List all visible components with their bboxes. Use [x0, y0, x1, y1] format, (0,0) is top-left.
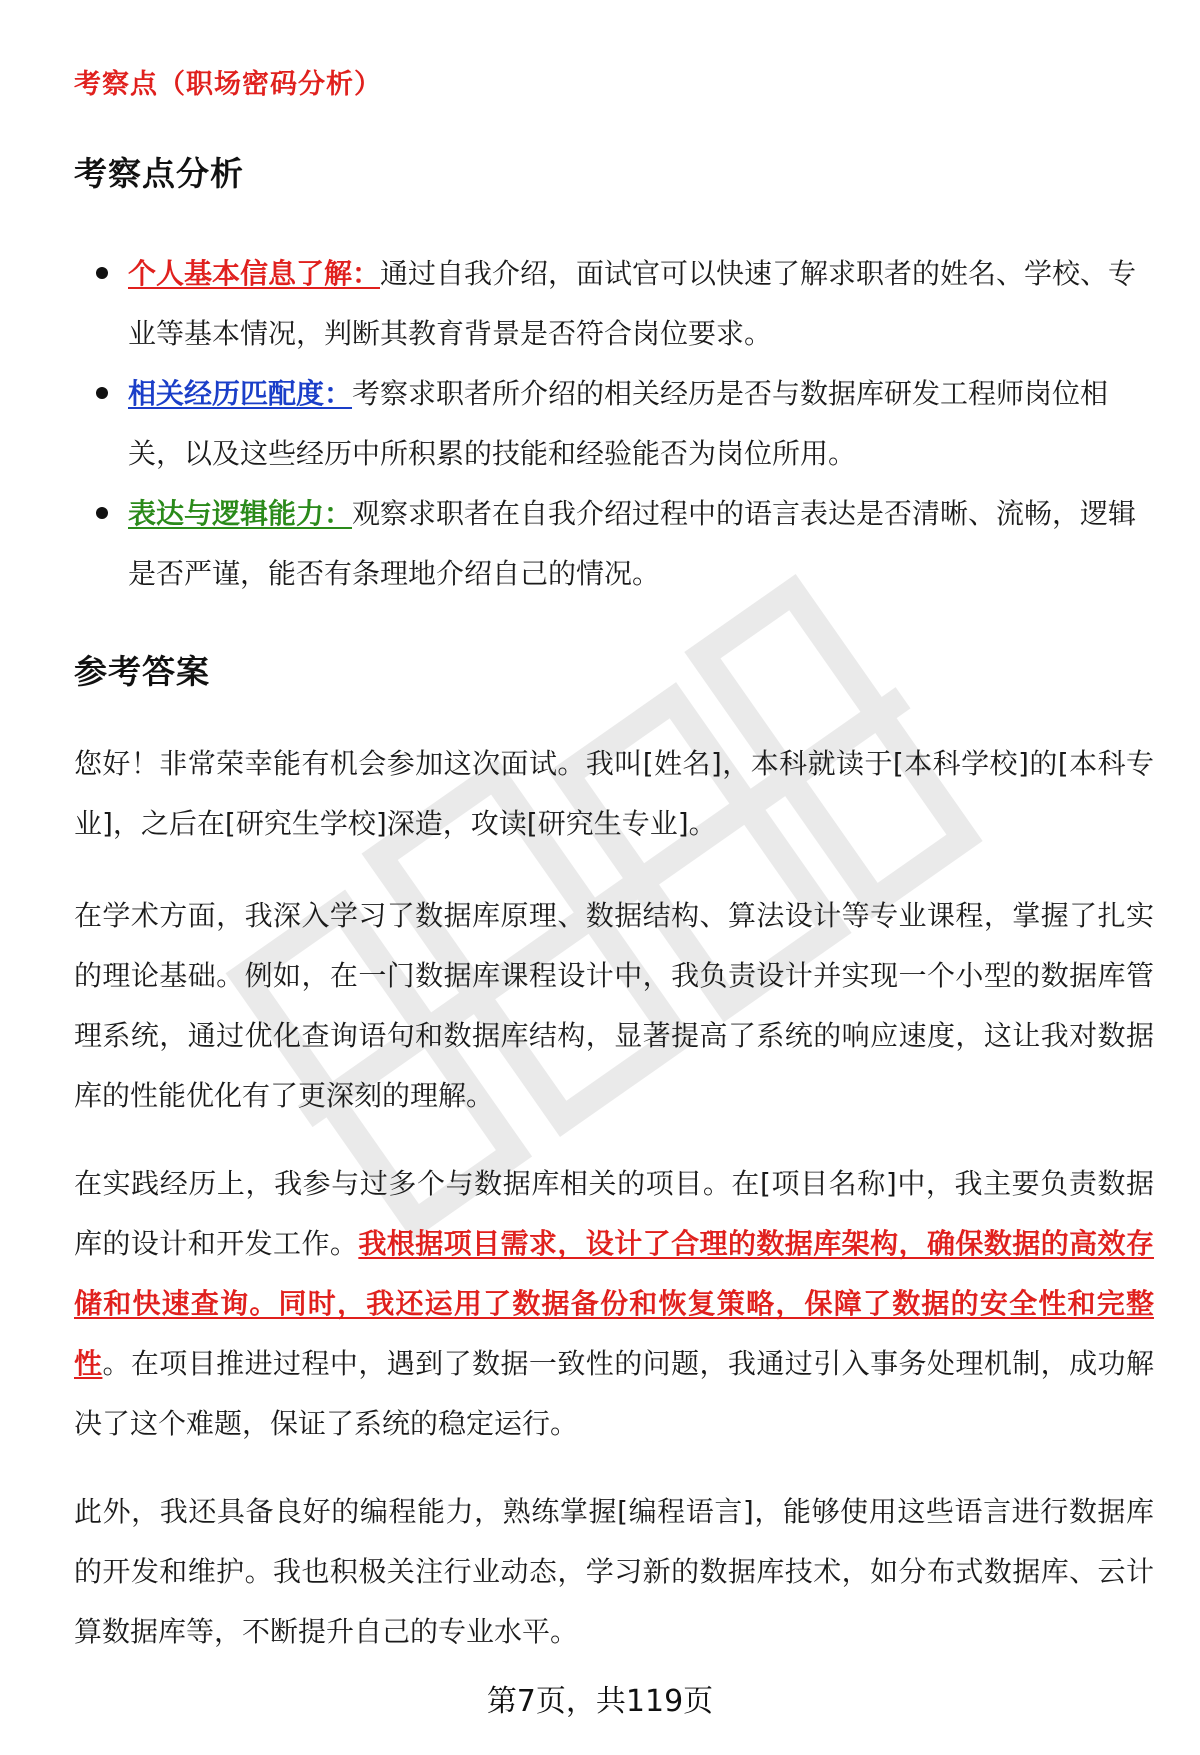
analysis-heading: 考察点分析 — [74, 154, 244, 193]
analysis-item — [74, 244, 1154, 364]
bullet-icon — [96, 507, 108, 519]
analysis-list — [74, 244, 1154, 604]
answer-paragraph-practice — [74, 1154, 1154, 1454]
section-label: 考察点（职场密码分析） — [74, 69, 382, 100]
analysis-text: 观察求职者在自我介绍过程中的语言表达是否清晰、流畅，逻辑是否严谨，能否有条理地介绍自己的情况。 — [128, 497, 1137, 590]
analysis-text: 通过自我介绍，面试官可以快速了解求职者的姓名、学校、专业等基本情况，判断其教育背景是否符合岗位要求。 — [128, 257, 1137, 350]
practice-text: 。在项目推进过程中，遇到了数据一致性的问题，我通过引入事务处理机制，成功解决了这个难题，保证了系统的稳定运行。 — [74, 1347, 1154, 1440]
answer-paragraph-skills: 此外，我还具备良好的编程能力，熟练掌握[编程语言]，能够使用这些语言进行数据库的开发和维护。我也积极关注行业动态，学习新的数据库技术，如分布式数据库、云计算数据库等，不断提升自己的专业水平。 — [74, 1495, 1154, 1648]
analysis-item — [74, 484, 1154, 604]
answer-paragraph-academic: 在学术方面，我深入学习了数据库原理、数据结构、算法设计等专业课程，掌握了扎实的理论基础。例如，在一门数据库课程设计中，我负责设计并实现一个小型的数据库管理系统，通过优化查询语句和数据库结构，显著提高了系统的响应速度，这让我对数据库的性能优化有了更深刻的理解。 — [74, 899, 1154, 1112]
analysis-text: 考察求职者所介绍的相关经历是否与数据库研发工程师岗位相关，以及这些经历中所积累的技能和经验能否为岗位所用。 — [128, 377, 1109, 470]
practice-highlight: 我根据项目需求，设计了合理的数据库架构，确保数据的高效存储和快速查询。同时，我还运用了数据备份和恢复策略，保障了数据的安全性和完整性 — [74, 1227, 1154, 1380]
practice-text: 在实践经历上，我参与过多个与数据库相关的项目。在[项目名称]中，我主要负责数据库的设计和开发工作。 — [74, 1167, 1154, 1260]
answer-heading: 参考答案 — [74, 652, 210, 691]
bullet-icon — [96, 267, 108, 279]
analysis-item — [74, 364, 1154, 484]
analysis-keyword: 表达与逻辑能力： — [128, 497, 353, 530]
answer-paragraph-intro: 您好！非常荣幸能有机会参加这次面试。我叫[姓名]，本科就读于[本科学校]的[本科专业]，之后在[研究生学校]深造，攻读[研究生专业]。 — [74, 747, 1154, 840]
page-number: 第7页，共119页 — [486, 1684, 714, 1719]
analysis-keyword: 个人基本信息了解： — [128, 257, 381, 290]
analysis-keyword: 相关经历匹配度： — [128, 377, 353, 410]
bullet-icon — [96, 387, 108, 399]
